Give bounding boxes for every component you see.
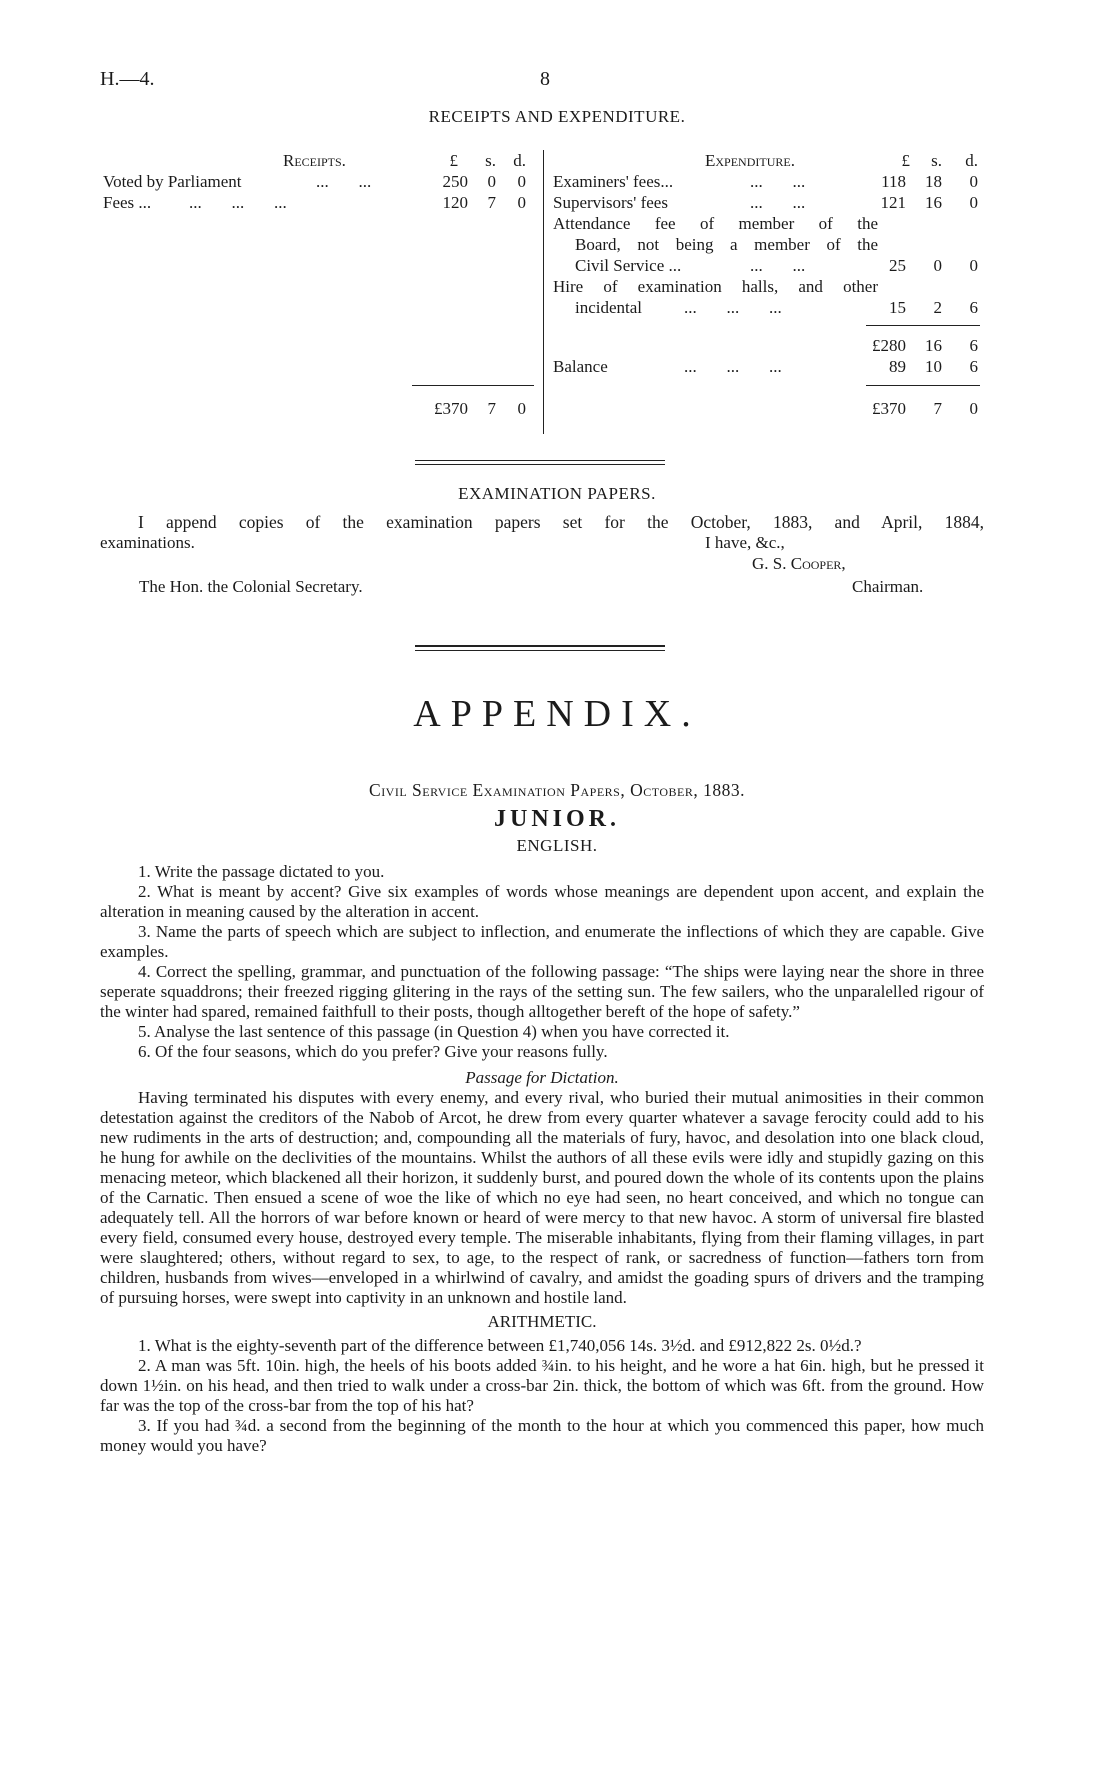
expenditure-label: Board, not being a member of the (575, 235, 878, 254)
balance-pence: 6 (969, 357, 978, 376)
expenditure-col-pound: £ (901, 151, 910, 170)
exam-papers-line2: examinations. (100, 533, 195, 552)
expenditure-pounds: 118 (881, 172, 906, 191)
expenditure-shillings: 18 (925, 172, 942, 191)
expenditure-dots: ... ... ... (684, 298, 782, 317)
receipt-label: Voted by Parliament (103, 172, 242, 191)
document-code: H.—4. (100, 68, 155, 90)
dictation-heading: Passage for Dictation. (465, 1068, 619, 1087)
exam-papers-line1: I append copies of the examination papers set for the October, 1883, and April, 1884, (138, 512, 984, 532)
appendix-rule (415, 645, 665, 647)
expenditure-label: Supervisors' fees (553, 193, 668, 212)
receipt-pence: 0 (517, 193, 526, 212)
english-question: 5. Analyse the last sentence of this passage (in Question 4) when you have corrected it. (138, 1022, 730, 1041)
english-question: 1. Write the passage dictated to you. (138, 862, 385, 881)
subtotal-rule (866, 325, 980, 326)
expenditure-pounds: 15 (889, 298, 906, 317)
expenditure-pence: 0 (969, 193, 978, 212)
balance-label: Balance (553, 357, 608, 376)
receipts-total-pounds: £370 (434, 399, 468, 418)
appendix-title: APPENDIX. (413, 693, 701, 735)
expenditure-label: Hire of examination halls, and other (553, 277, 878, 296)
closing: I have, &c., (705, 533, 785, 552)
expenditure-col-d: d. (965, 151, 978, 170)
receipts-expenditure-table (0, 0, 1114, 440)
receipt-pence: 0 (517, 172, 526, 191)
subtotal-pounds: £280 (872, 336, 906, 355)
section-separator (415, 460, 665, 461)
subtotal-shillings: 16 (925, 336, 942, 355)
receipts-col-d: d. (513, 151, 526, 170)
receipts-heading: Receipts. (283, 151, 346, 170)
receipt-shillings: 7 (487, 193, 496, 212)
subtotal-pence: 6 (969, 336, 978, 355)
receipt-pounds: 120 (442, 193, 468, 212)
arithmetic-question: 1. What is the eighty-seventh part of the difference between £1,740,056 14s. 3½d. and £912,822 2s. 0½d.? (138, 1336, 862, 1355)
expenditure-shillings: 16 (925, 193, 942, 212)
receipts-total-rule (412, 385, 534, 386)
receipts-col-s: s. (485, 151, 496, 170)
expenditure-label: Attendance fee of member of the (553, 214, 878, 233)
expenditure-total-pounds: £370 (872, 399, 906, 418)
balance-dots: ... ... ... (684, 357, 782, 376)
arithmetic-heading: ARITHMETIC. (487, 1312, 597, 1331)
receipts-expenditure-title: RECEIPTS AND EXPENDITURE. (428, 107, 686, 126)
expenditure-pence: 0 (969, 256, 978, 275)
receipt-pounds: 250 (442, 172, 468, 191)
english-question: 3. Name the parts of speech which are subject to inflection, and enumerate the inflections of which they are capable. Give examples. (100, 922, 984, 961)
exam-papers-title: EXAMINATION PAPERS. (458, 484, 656, 503)
expenditure-label: Examiners' fees... (553, 172, 674, 191)
expenditure-col-s: s. (931, 151, 942, 170)
signer-title: Chairman. (852, 577, 924, 596)
expenditure-label: incidental (575, 298, 643, 317)
section-separator (415, 464, 665, 465)
junior-heading: JUNIOR. (493, 806, 620, 832)
receipts-total-pence: 0 (517, 399, 526, 418)
english-question: 4. Correct the spelling, grammar, and punctuation of the following passage: “The ships were laying near the shore in three seperate squaddrons; their freezed rigging glitering in the rays of the setting sun. The few sailers, who the unparalelled rigour of the winter had spared, remained faithfull to their posts, though alltogether bereft of the hope of safety.” (100, 962, 984, 1021)
appendix-subtitle: Civil Service Examination Papers, October, 1883. (369, 780, 745, 800)
expenditure-pounds: 25 (889, 256, 906, 275)
addressee: The Hon. the Colonial Secretary. (139, 577, 363, 596)
appendix-rule (415, 650, 665, 651)
arithmetic-question: 3. If you had ¾d. a second from the beginning of the month to the hour at which you commenced this paper, how much money would you have? (100, 1416, 984, 1455)
expenditure-label: Civil Service ... (575, 256, 682, 275)
receipts-total-shillings: 7 (487, 399, 496, 418)
expenditure-pence: 6 (969, 298, 978, 317)
expenditure-dots: ... ... (750, 172, 806, 191)
expenditure-dots: ... ... (750, 256, 806, 275)
expenditure-pence: 0 (969, 172, 978, 191)
english-questions (100, 862, 984, 1456)
expenditure-dots: ... ... (750, 193, 806, 212)
expenditure-shillings: 2 (933, 298, 942, 317)
expenditure-total-pence: 0 (969, 399, 978, 418)
balance-shillings: 10 (925, 357, 942, 376)
expenditure-total-shillings: 7 (933, 399, 942, 418)
expenditure-pounds: 121 (880, 193, 906, 212)
table-divider (543, 150, 544, 434)
receipt-dots: ... ... ... (189, 193, 287, 212)
expenditure-total-rule (866, 385, 980, 386)
signer: G. S. Cooper, (752, 554, 846, 573)
page-number: 8 (540, 68, 550, 90)
dictation-passage: Having terminated his disputes with every enemy, and every rival, who buried their mutual animosities in their common detestation against the creditors of the Nabob of Arcot, he drew from every quarter whatever a savage ferocity could add to his new rudiments in the arts of destruction; and, compounding all the materials of fury, havoc, and desolation into one black cloud, he hung for awhile on the declivities of the mountains. Whilst the authors of all these evils were idly and stupidly gazing on this menacing meteor, which blackened all their horizon, it suddenly burst, and poured down the whole of its contents upon the plains of the Carnatic. Then ensued a scene of woe the like of which no eye had seen, no heart conceived, and which no tongue can adequately tell. All the horrors of war before known or heard of were mercy to that new havoc. A storm of universal fire blasted every field, consumed every house, destroyed every temple. The miserable inhabitants, flying from their flaming villages, in part were slaughtered; others, without regard to sex, to age, to the respect of rank, or sacredness of function—fathers torn from children, husbands from wives—enveloped in a whirlwind of cavalry, and amidst the goading spurs of drivers and the tramping of pursuing horses, were swept into captivity in an unknown and hostile land. (100, 1088, 984, 1307)
balance-pounds: 89 (889, 357, 906, 376)
receipts-col-pound: £ (449, 151, 458, 170)
english-heading: ENGLISH. (516, 836, 598, 855)
expenditure-shillings: 0 (933, 256, 942, 275)
receipt-label: Fees ... (103, 193, 152, 212)
english-question: 2. What is meant by accent? Give six examples of words whose meanings are dependent upon accent, and explain the alteration in meaning caused by the alteration in accent. (100, 882, 984, 921)
english-question: 6. Of the four seasons, which do you prefer? Give your reasons fully. (138, 1042, 608, 1061)
expenditure-heading: Expenditure. (705, 151, 795, 170)
receipt-dots: ... ... (316, 172, 372, 191)
arithmetic-question: 2. A man was 5ft. 10in. high, the heels of his boots added ¾in. to his height, and he wore a hat 6in. high, but he pressed it down 1½in. on his head, and then tried to walk under a cross-bar 2in. thick, the bottom of which was 6ft. from the ground. How far was the top of the cross-bar from the top of his hat? (100, 1356, 984, 1415)
receipt-shillings: 0 (487, 172, 496, 191)
